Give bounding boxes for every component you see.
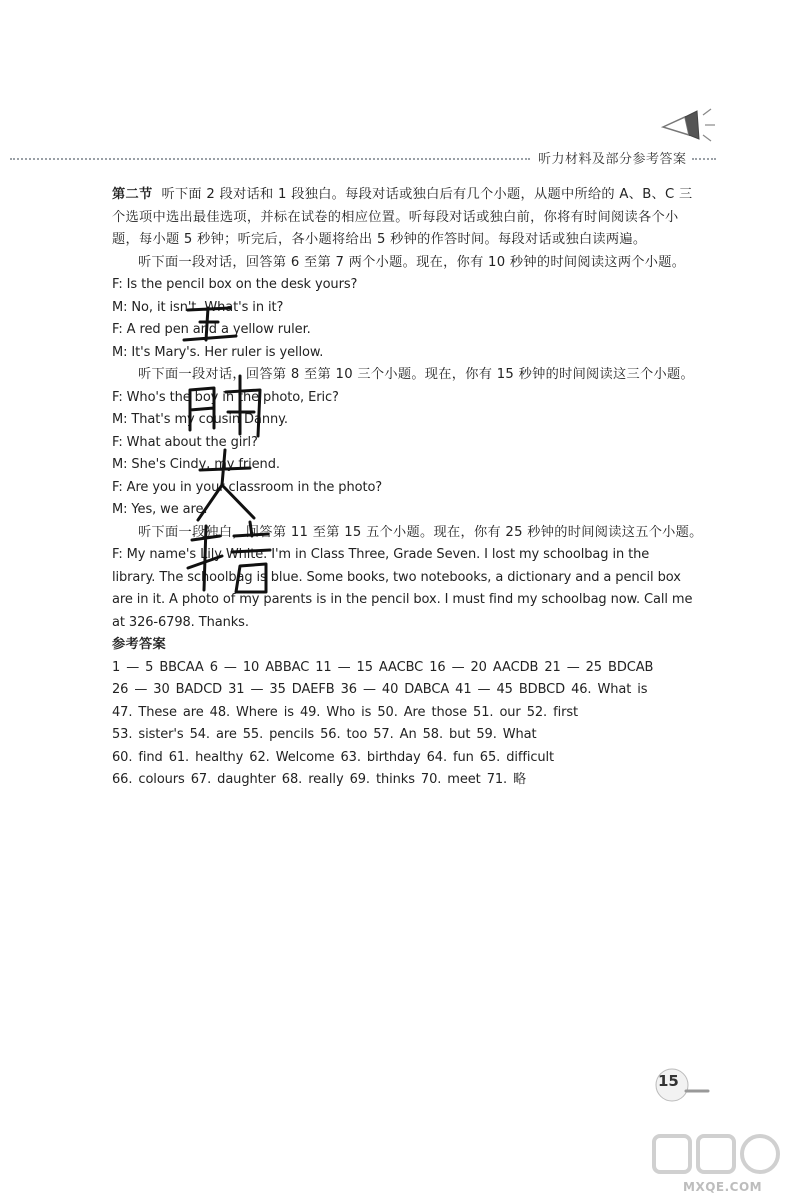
- instruction-1: 听下面一段对话，回答第 6 至第 7 两个小题。现在，你有 10 秒钟的时间阅读这两个小题。: [138, 254, 686, 270]
- answers-list: [112, 657, 702, 792]
- section-intro-line-2: 个选项中选出最佳选项，并标在试卷的相应位置。听每段对话或独白前，你将有时间阅读各个小: [112, 209, 679, 225]
- dialog2-line: F: Are you in your classroom in the photo?: [112, 479, 383, 495]
- header-divider: [10, 158, 530, 160]
- monologue-line: at 326-6798. Thanks.: [112, 614, 249, 630]
- answer-line: 26 — 30 BADCD 31 — 35 DAEFB 36 — 40 DABCA 41 — 45 BDBCD 46. What is: [112, 682, 648, 697]
- monologue-line: library. The schoolbag is blue. Some books, two notebooks, a dictionary and a pencil box: [112, 569, 681, 585]
- section-intro-line-1: 第二节 听下面 2 段对话和 1 段独白。每段对话或独白后有几个小题，从题中所给的 A、B、C 三: [112, 187, 693, 202]
- instruction-3: 听下面一段独白，回答第 11 至第 15 五个小题。现在，你有 25 秒钟的时间阅读这五个小题。: [138, 524, 703, 540]
- answer-line: 1 — 5 BBCAA 6 — 10 ABBAC 11 — 15 AACBC 16 — 20 AACDB 21 — 25 BDCAB: [112, 659, 654, 675]
- dialog2-line: M: She's Cindy, my friend.: [112, 457, 280, 472]
- dialog2-line: M: Yes, we are.: [112, 502, 208, 517]
- dialog1-line: F: A red pen and a yellow ruler.: [112, 322, 311, 337]
- dialog1-line: F: Is the pencil box on the desk yours?: [112, 277, 358, 292]
- section-heading: 第二节: [112, 187, 153, 202]
- answer-line: 47. These are 48. Where is 49. Who is 50. Are those 51. our 52. first: [112, 704, 579, 720]
- answers-heading: 参考答案: [112, 637, 166, 652]
- answer-line: 66. colours 67. daughter 68. really 69. thinks 70. meet 71. 略: [112, 772, 527, 787]
- section-intro-line-3: 题，每小题 5 秒钟；听完后，各小题将给出 5 秒钟的作答时间。每段对话或独白读两遍。: [112, 232, 647, 247]
- handwriting-scribble: [170, 300, 290, 600]
- dialog1-line: M: It's Mary's. Her ruler is yellow.: [112, 344, 324, 360]
- header-divider-end: [692, 158, 716, 160]
- dialog2-line: M: That's my cousin Danny.: [112, 412, 288, 427]
- answer-line: 53. sister's 54. are 55. pencils 56. too 57. An 58. but 59. What: [112, 727, 537, 742]
- header-title: 听力材料及部分参考答案: [538, 152, 687, 167]
- header-deco-icon: [655, 105, 725, 150]
- instruction-2: 听下面一段对话，回答第 8 至第 10 三个小题。现在，你有 15 秒钟的时间阅读这三个小题。: [138, 367, 694, 382]
- dialog2-line: F: Who's the boy in the photo, Eric?: [112, 389, 339, 405]
- monologue-line: F: My name's Lily White. I'm in Class Three, Grade Seven. I lost my schoolbag in the: [112, 547, 650, 562]
- answer-line: 60. find 61. healthy 62. Welcome 63. birthday 64. fun 65. difficult: [112, 749, 555, 765]
- dialog2-line: F: What about the girl?: [112, 434, 258, 450]
- dialog1-line: M: No, it isn't. What's in it?: [112, 299, 284, 315]
- page-number: 15: [658, 1072, 679, 1090]
- monologue-line: are in it. A photo of my parents is in the pencil box. I must find my schoolbag now. Call me: [112, 592, 693, 607]
- watermark-text: MXQE.COM: [683, 1180, 763, 1194]
